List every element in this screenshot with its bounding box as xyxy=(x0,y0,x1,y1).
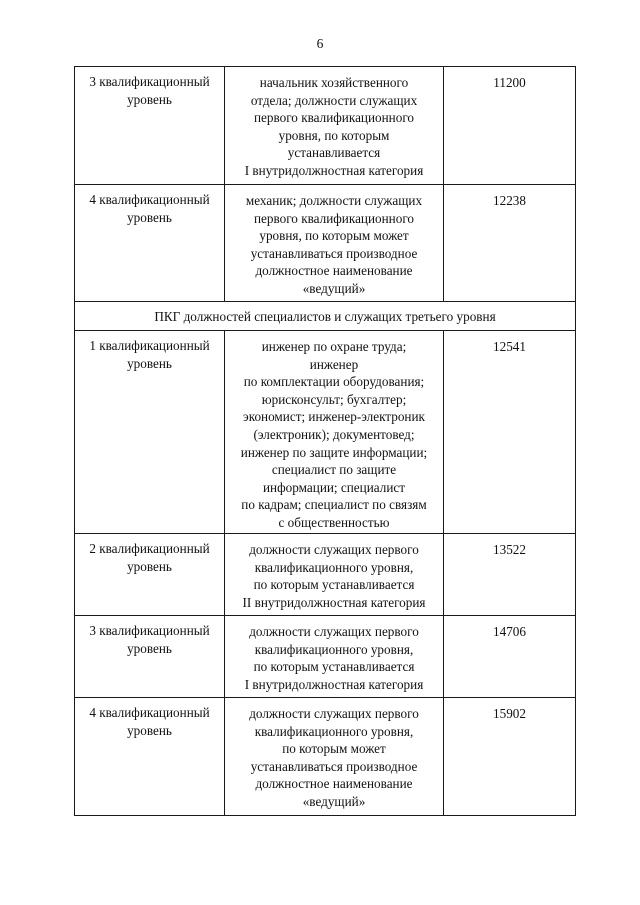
table-row xyxy=(75,67,576,185)
page-number: 6 xyxy=(316,36,324,51)
salary-cell: 11200 xyxy=(444,67,576,185)
positions-line: устанавливается xyxy=(287,145,381,161)
table-body xyxy=(75,67,576,816)
qualification-level-cell xyxy=(75,698,225,816)
qualification-level-cell xyxy=(75,616,225,698)
qualification-level-line: 3 квалификационный xyxy=(89,74,210,89)
positions-line: экономист; инженер-электроник xyxy=(243,409,425,425)
positions-line: должностное наименование xyxy=(255,263,413,279)
table-row xyxy=(75,616,576,698)
salary-cell: 13522 xyxy=(444,534,576,616)
positions-line: должности служащих первого xyxy=(249,706,419,721)
qualification-level-line: уровень xyxy=(127,558,172,574)
qualification-level-line: уровень xyxy=(127,91,172,107)
table-row xyxy=(75,331,576,534)
positions-line: по кадрам; специалист по связям xyxy=(241,497,427,513)
qualification-level-line: уровень xyxy=(127,209,172,225)
positions-line: с общественностью xyxy=(278,514,390,530)
positions-line: по которым устанавливается xyxy=(253,659,415,675)
positions-line: уровня, по которым может xyxy=(259,228,409,244)
qualification-level-line: 4 квалификационный xyxy=(89,192,210,207)
positions-cell xyxy=(225,331,444,534)
positions-line: механик; должности служащих xyxy=(245,193,423,208)
positions-cell xyxy=(225,67,444,185)
positions-line: по которым может xyxy=(282,741,386,757)
positions-line: должности служащих первого xyxy=(249,542,419,557)
positions-line: уровня, по которым xyxy=(278,127,390,143)
group-title: ПКГ должностей специалистов и служащих третьего уровня xyxy=(75,302,576,331)
positions-line: устанавливаться производное xyxy=(250,245,418,261)
positions-line: «ведущий» xyxy=(302,793,366,809)
positions-line: инженер по охране труда; xyxy=(261,339,407,354)
positions-line: юрисконсульт; бухгалтер; xyxy=(261,391,407,407)
qualification-level-line: уровень xyxy=(127,355,172,371)
positions-cell xyxy=(225,616,444,698)
positions-line: инженер xyxy=(309,356,359,372)
positions-line: начальник хозяйственного xyxy=(259,75,409,90)
salary-table xyxy=(74,66,576,816)
qualification-level-cell xyxy=(75,534,225,616)
qualification-level-line: 3 квалификационный xyxy=(89,623,210,638)
table-row xyxy=(75,698,576,816)
positions-line: первого квалификационного xyxy=(253,210,415,226)
positions-cell xyxy=(225,185,444,302)
positions-line: специалист по защите xyxy=(271,462,397,478)
positions-line: первого квалификационного xyxy=(253,110,415,126)
positions-line: информации; специалист xyxy=(263,479,405,495)
salary-cell: 12238 xyxy=(444,185,576,302)
positions-line: по которым устанавливается xyxy=(253,577,415,593)
positions-line: инженер по защите информации; xyxy=(240,444,428,460)
positions-line: I внутридолжностная категория xyxy=(244,676,424,692)
qualification-level-cell xyxy=(75,185,225,302)
positions-cell xyxy=(225,698,444,816)
table-row xyxy=(75,185,576,302)
positions-line: по комплектации оборудования; xyxy=(243,374,425,390)
group-header-row xyxy=(75,302,576,331)
positions-line: устанавливаться производное xyxy=(250,758,418,774)
positions-line: II внутридолжностная категория xyxy=(242,594,426,610)
positions-line: «ведущий» xyxy=(302,280,366,296)
salary-cell: 12541 xyxy=(444,331,576,534)
qualification-level-line: 2 квалификационный xyxy=(89,541,210,556)
qualification-level-line: уровень xyxy=(127,722,172,738)
qualification-level-line: 4 квалификационный xyxy=(89,705,210,720)
qualification-level-line: 1 квалификационный xyxy=(89,338,210,353)
positions-line: отдела; должности служащих xyxy=(250,92,418,108)
qualification-level-line: уровень xyxy=(127,640,172,656)
salary-cell: 15902 xyxy=(444,698,576,816)
positions-line: должности служащих первого xyxy=(249,624,419,639)
positions-line: квалификационного уровня, xyxy=(254,723,414,739)
positions-line: (электроник); документовед; xyxy=(253,426,415,442)
salary-cell: 14706 xyxy=(444,616,576,698)
positions-cell xyxy=(225,534,444,616)
qualification-level-cell xyxy=(75,331,225,534)
positions-line: квалификационного уровня, xyxy=(254,559,414,575)
positions-line: квалификационного уровня, xyxy=(254,641,414,657)
positions-line: I внутридолжностная категория xyxy=(244,162,424,178)
positions-line: должностное наименование xyxy=(255,776,413,792)
qualification-level-cell xyxy=(75,67,225,185)
table-row xyxy=(75,534,576,616)
